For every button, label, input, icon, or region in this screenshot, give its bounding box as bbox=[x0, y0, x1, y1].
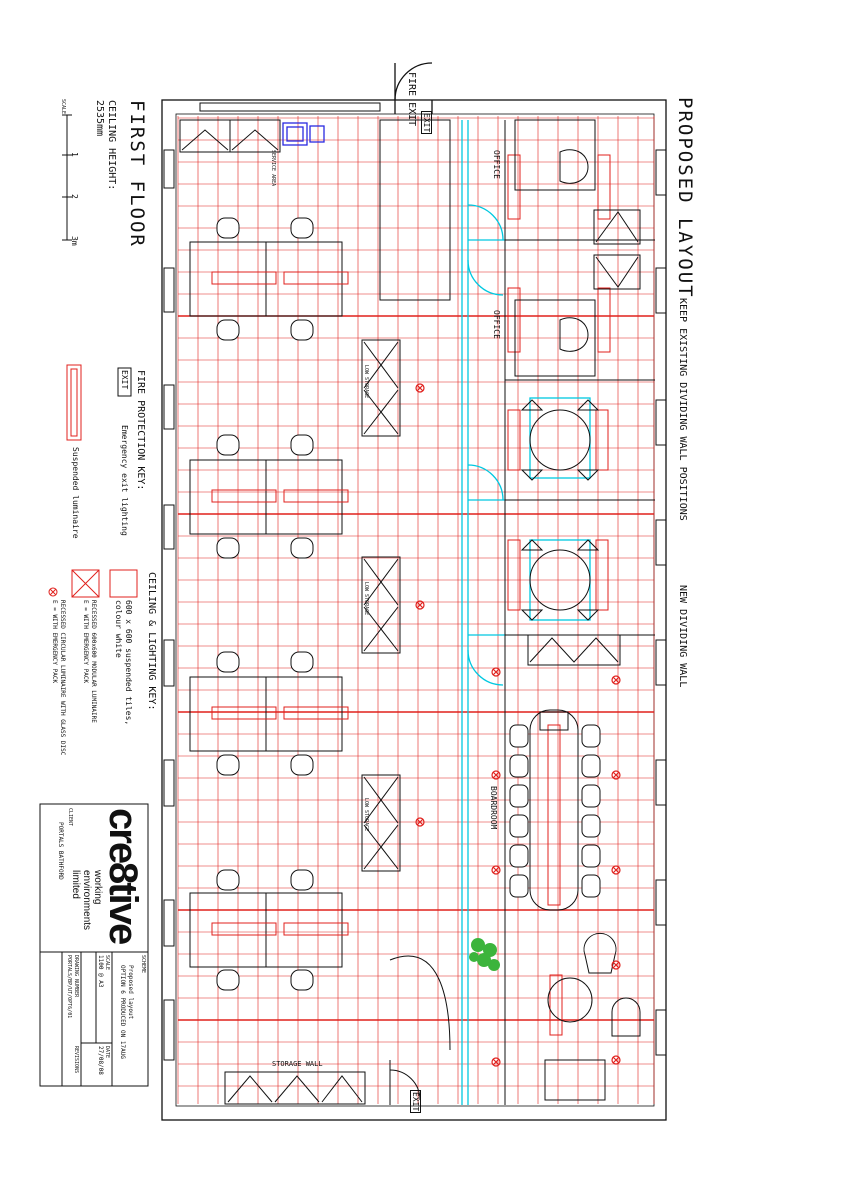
company-logo: cre8tive bbox=[101, 808, 145, 944]
scale-label: SCALE bbox=[60, 99, 66, 115]
ceiling-key-tiles-2: colour white bbox=[114, 600, 123, 658]
suspended-luminaire bbox=[598, 155, 610, 219]
scale-field-value: 1100 @ A3 bbox=[97, 955, 104, 988]
meeting-tables bbox=[522, 400, 620, 665]
ceiling-key-tiles-1: 600 x 600 suspended tiles, bbox=[124, 600, 133, 726]
subtitle-keep-walls: KEEP EXISTING DIVIDING WALL POSITIONS bbox=[677, 298, 688, 521]
floor-title: FIRST FLOOR bbox=[126, 100, 148, 248]
chair bbox=[582, 755, 600, 777]
office-label-2: OFFICE bbox=[492, 310, 501, 339]
chair bbox=[291, 538, 313, 558]
chair bbox=[217, 435, 239, 455]
scale-tick-3: 3m bbox=[70, 236, 79, 246]
client-value: PORTALS BATHFORD bbox=[57, 822, 64, 880]
scheme-line-2: OPTION 6 PRODUCED ON 17AUG bbox=[119, 965, 126, 1059]
scheme-label: SCHEME bbox=[140, 955, 146, 974]
scale-field-label: SCALE bbox=[104, 955, 110, 971]
low-storage-label-3: LOW STORAGE bbox=[363, 798, 369, 832]
drawing-number-value: PORTALS/BP/UT/OPT6/01 bbox=[66, 955, 72, 1019]
chair bbox=[510, 725, 528, 747]
chair bbox=[582, 845, 600, 867]
suspended-luminaire bbox=[284, 707, 348, 719]
drawing-title: PROPOSED LAYOUT bbox=[674, 97, 696, 299]
office-furniture bbox=[515, 120, 640, 376]
service-area-label: SERVICE AREA bbox=[270, 150, 276, 187]
suspended-luminaire bbox=[284, 923, 348, 935]
scale-bar bbox=[62, 115, 72, 240]
plant-icon bbox=[469, 938, 500, 971]
office-label-1: OFFICE bbox=[492, 150, 501, 179]
storage-wall-label: STORAGE WALL bbox=[272, 1060, 323, 1068]
chair bbox=[510, 785, 528, 807]
fire-key-exit-sign: EXIT bbox=[120, 370, 129, 390]
chair bbox=[217, 652, 239, 672]
ceiling-key-circular-2: E = WITH EMERGENCY PACK bbox=[51, 600, 58, 684]
fire-key-title: FIRE PROTECTION KEY: bbox=[135, 370, 146, 491]
chair bbox=[291, 652, 313, 672]
ceiling-key-title: CEILING & LIGHTING KEY: bbox=[146, 572, 157, 711]
low-storage-label-2: LOW STORAGE bbox=[363, 582, 369, 616]
ceiling-key-modular-1: RECESSED 600x600 MODULAR LUMINAIRE bbox=[90, 600, 97, 723]
ceiling-key-circular-1: RECESSED CIRCULAR LUMINAIRE WITH GLASS DISC bbox=[59, 600, 66, 756]
company-logo-sub: working environments limited bbox=[70, 870, 103, 931]
chair bbox=[510, 815, 528, 837]
exit-sign-bottom: EXIT bbox=[411, 1092, 420, 1112]
chair bbox=[217, 320, 239, 340]
chair bbox=[217, 538, 239, 558]
chair bbox=[510, 875, 528, 897]
chair bbox=[291, 218, 313, 238]
chair bbox=[510, 755, 528, 777]
chair bbox=[291, 755, 313, 775]
scale-tick-2: 2 bbox=[70, 194, 79, 199]
revisions-label: REVISIONS bbox=[73, 1046, 79, 1074]
exit-sign-top: EXIT bbox=[422, 113, 431, 133]
scale-tick-1: 1 bbox=[70, 152, 79, 157]
suspended-luminaire bbox=[598, 288, 610, 352]
chair bbox=[582, 875, 600, 897]
chair bbox=[291, 435, 313, 455]
low-storage-label-1: LOW STORAGE bbox=[363, 365, 369, 399]
chair bbox=[291, 970, 313, 990]
date-field-label: DATE bbox=[104, 1046, 110, 1059]
ceiling-key-modular-2: E = WITH EMERGENCY PACK bbox=[82, 600, 89, 684]
windows bbox=[164, 103, 666, 1060]
chair bbox=[291, 320, 313, 340]
chair bbox=[582, 725, 600, 747]
fire-key-luminaire-desc: Suspended luminaire bbox=[71, 447, 80, 539]
chair bbox=[510, 845, 528, 867]
fire-key-exit-desc: Emergency exit lighting bbox=[120, 425, 129, 536]
partitions bbox=[380, 120, 655, 1105]
scheme-line-1: Proposed layout bbox=[127, 965, 134, 1020]
ceiling-height-value: 2535mm bbox=[94, 100, 105, 137]
drawing-number-label: DRAWING NUMBER bbox=[73, 955, 79, 998]
chair bbox=[217, 755, 239, 775]
chair bbox=[291, 870, 313, 890]
date-field-value: 27/08/08 bbox=[97, 1046, 104, 1075]
boardroom-label: BOARDROOM bbox=[489, 786, 498, 830]
suspended-luminaire bbox=[550, 975, 562, 1035]
client-label: CLIENT bbox=[67, 808, 73, 827]
chair bbox=[217, 218, 239, 238]
ceiling-height-label: CEILING HEIGHT: bbox=[106, 100, 117, 191]
suspended-luminaire bbox=[284, 272, 348, 284]
chair bbox=[217, 870, 239, 890]
storage-wall bbox=[225, 956, 450, 1105]
service-counter bbox=[180, 120, 280, 152]
subtitle-new-wall: NEW DIVIDING WALL bbox=[677, 585, 688, 688]
chair bbox=[217, 970, 239, 990]
chair bbox=[582, 815, 600, 837]
chair bbox=[582, 785, 600, 807]
fire-exit-label: FIRE EXIT bbox=[406, 72, 417, 127]
